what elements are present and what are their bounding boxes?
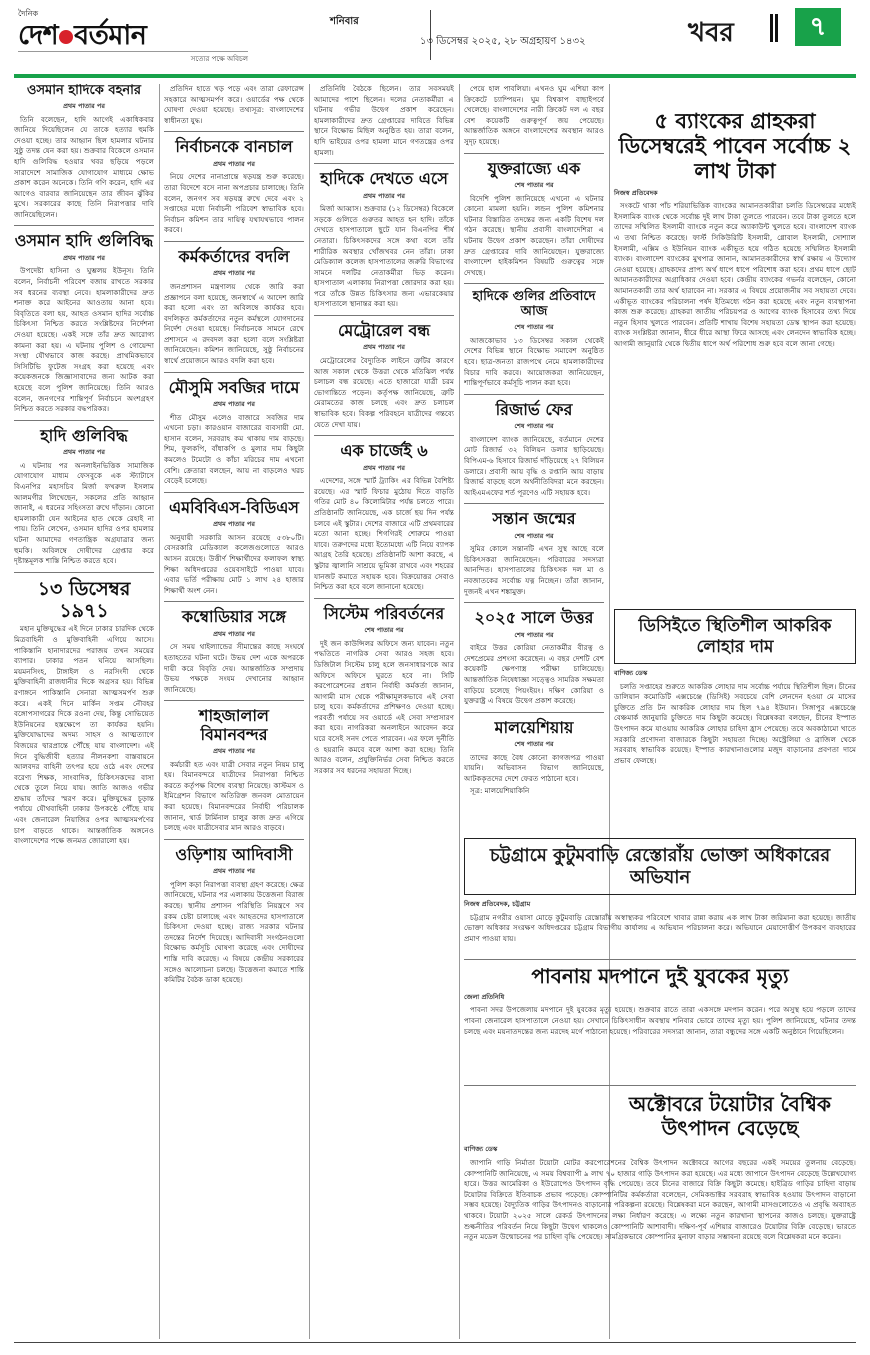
divider bbox=[464, 712, 604, 713]
article-body: অনুযায়ী সরকারি আসন রয়েছে ৫৩৮০টি। বেসরকারি মেডিক্যাল কলেজগুলোতে আরও আসন রয়েছে। উত্তীর্ণ শিক্ষার্থীদের ফলাফল স্বাস্থ্য শিক্ষা অধিদপ্তরের ওয়েবসাইটে পাওয়া যাবে। এবার ভর্তি পরীক্ষায় মোট ১ লাখ ২৪ হাজার শিক্ষার্থী অংশ নেন। bbox=[164, 532, 304, 595]
headline-hadi-shot-2: হাদি গুলিবিদ্ধ bbox=[40, 425, 128, 445]
byline: প্রথম পাতার পর bbox=[213, 629, 255, 638]
headline-shahjalal-airport: শাহজালাল বিমানবন্দর bbox=[199, 706, 269, 744]
divider bbox=[164, 492, 304, 493]
masthead-name-part1: দেশ bbox=[18, 20, 59, 51]
divider bbox=[314, 163, 454, 164]
byline: প্রথম পাতার পর bbox=[213, 269, 255, 278]
article-body: এদেশের, সঙ্গে স্মার্ট ট্র্যাকিং এর বিভিন্ন বৈশিষ্ট্য রয়েছে। এর স্মার্ট ফিচার মুঠোয় দিতে বাড়তি গতির মোট ৪০ কিলোমিটার পর্যন্ত চলতে পারে। প্রতিষ্ঠানটি জানিয়েছে, এক চার্জে ছয় দিন পর্যন্ত চলবে এই স্কুটার। দেশের বাজারে এটি প্রথমবারের মতো আনা হচ্ছে। শিগগিরই শোরুমে পাওয়া যাবে। তরুণদের মধ্যে ইতোমধ্যে এটি নিয়ে ব্যাপক আগ্রহ তৈরি হয়েছে। প্রতিষ্ঠানটি আশা করছে, এ স্কুটার জ্বালানি সাশ্রয়ে ভূমিকা রাখবে এবং শহরের যানজট কমাতে সহায়ক হবে। বিক্রয়োত্তর সেবাও নিশ্চিত করা হবে বলে জানানো হয়েছে। bbox=[314, 476, 454, 592]
headline-hadi-carry: ওসমান হাদিকে বহনার bbox=[26, 84, 142, 98]
byline: প্রথম পাতার পর bbox=[213, 159, 255, 168]
byline: শেষ পাতার পর bbox=[514, 740, 554, 749]
footer-rule bbox=[14, 1342, 856, 1343]
headline-system-change: সিস্টেম পরিবর্তনের bbox=[323, 603, 445, 623]
byline: প্রথম পাতার পর bbox=[363, 191, 405, 200]
divider bbox=[314, 315, 454, 316]
byline: শেষ পাতার পর bbox=[514, 422, 554, 431]
article-body: উপদেষ্টা হাসিনা ও ঘুম্ভলয় ইউনূস। তিনি বলেন, নির্বাচনী পরিবেশ বজায় রাখতে সরকার সব ধরনের ব্যবস্থা নেবে। হামলাকারীদের দ্রুত শনাক্ত করে আইনের আওতায় আনা হবে। বিবৃতিতে বলা হয়, আহত ওসমান হাদির সর্বোচ্চ চিকিৎসা নিশ্চিত করতে সংশ্লিষ্টদের নির্দেশনা দেওয়া হয়েছে। একই সঙ্গে তাঁর দ্রুত আরোগ্য কামনা করা হয়। এ ঘটনায় পুলিশ ও গোয়েন্দা সংস্থা যৌথভাবে কাজ করছে। প্রাথমিকভাবে সিসিটিভি ফুটেজ সংগ্রহ করা হয়েছে এবং কয়েকজনকে জিজ্ঞাসাবাদের জন্য আটক করা হয়েছে বলে পুলিশ জানিয়েছে। তিনি আরও বলেন, জনগণের শান্তিপূর্ণ নির্বাচনে অংশগ্রহণ নিশ্চিত করতে সরকার বদ্ধপরিকর। bbox=[14, 266, 154, 414]
lower-right-block bbox=[464, 838, 856, 1355]
byline: প্রথম পাতার পর bbox=[213, 867, 255, 876]
column-rule bbox=[309, 84, 310, 1339]
headline-north-korea-2025: ২০২৫ সালে উত্তর bbox=[474, 608, 594, 628]
article-body: প্রতিনিধি বৈঠকে ছিলেন। তার সবসময়ই আমাদের পাশে ছিলেন। দলের নেতাকর্মীরা এ ঘটনায় গভীর উদ্বেগ প্রকাশ করেছেন। হামলাকারীদের দ্রুত গ্রেপ্তারের দাবিতে বিভিন্ন স্থানে বিক্ষোভ মিছিল অনুষ্ঠিত হয়। তারা বলেন, হাদি ভাইয়ের ওপর হামলা মানে গণতন্ত্রের ওপর হামলা। bbox=[314, 84, 454, 157]
headline-metrorail-closed: মেট্রোরেল বন্ধ bbox=[337, 321, 431, 341]
divider bbox=[14, 225, 154, 226]
article-body: তাদের কাছে বৈধ কোনো কাগজপত্র পাওয়া যায়নি। অভিবাসন বিভাগ জানিয়েছে, আটককৃতদের দেশে ফেরত পাঠানো হবে। bbox=[464, 752, 604, 783]
section-divider-icon bbox=[770, 14, 778, 42]
headline-dec13-1971: ১৩ ডিসেম্বর ১৯৭১ bbox=[37, 577, 131, 622]
headline-malaysia: মালয়েশিয়ায় bbox=[494, 717, 574, 737]
dateline-date: ১৩ ডিসেম্বর ২০২৫, ২৮ অগ্রহায়ণ ১৪৩২ bbox=[420, 36, 586, 47]
article-body: নিয়ে দেশের নানাপ্রান্তে ষড়যন্ত্র শুরু করেছে। তারা বিদেশে বসে নানা অপপ্রচার চালাচ্ছে। তিনি বলেন, জনগণ সব ষড়যন্ত্র রুখে দেবে এবং ২ সপ্তাহের মধ্যে নির্বাচনী পরিবেশ স্বাভাবিক হবে। নির্বাচন কমিশন তার দায়িত্ব যথাযথভাবে পালন করবে। bbox=[164, 172, 304, 235]
dateline-day: শনিবার bbox=[330, 16, 359, 27]
article-body: তিনি বলেছেন, হাদি আগেই একাধিকবার জানিয়ে দিয়েছিলেন যে তাকে হত্যার হুমকি দেওয়া হচ্ছে। তার আহ্বান ছিল হামলার ঘটনার সুষ্ঠু তদন্ত যেন করা হয়। শুক্রবার বিকেলে ওসমান হাদি গুলিবিদ্ধ হওয়ার খবর ছড়িয়ে পড়লে সারাদেশে সামাজিক যোগাযোগ মাধ্যমে ক্ষোভ প্রকাশ করেন অনেকে। তিনি গণি করেন, হাদি এর আগেও বারবার জানিয়েছেন তার জীবন ঝুঁকির মুখে। সরকারের কাছে তিনি নিরাপত্তার দাবি জানিয়েছিলেন। bbox=[14, 114, 154, 219]
byline: জেলা প্রতিনিধি bbox=[464, 992, 505, 1001]
byline: শেষ পাতার পর bbox=[514, 630, 554, 639]
article-body: মেট্রোরেলের বৈদ্যুতিক লাইনে ত্রুটির কারণে আজ সকাল থেকে উত্তরা থেকে মতিঝিল পর্যন্ত চলাচল বন্ধ রয়েছে। এতে হাজারো যাত্রী চরম ভোগান্তিতে পড়েন। কর্তৃপক্ষ জানিয়েছে, ত্রুটি মেরামতের কাজ চলছে এবং দ্রুত চলাচল স্বাভাবিক হবে। বিকল্প পরিবহনে যাত্রীদের গন্তব্যে যেতে দেখা যায়। bbox=[314, 356, 454, 429]
article-body: মহান মুক্তিযুদ্ধের এই দিনে ঢাকার চারদিক থেকে মিত্রবাহিনী ও মুক্তিবাহিনী এগিয়ে আসে। পাকিস্তানি হানাদারদের পরাজয় তখন সময়ের ব্যাপার। ঢাকার পতন ঘনিয়ে আসছিল। ময়মনসিংহ, টাঙ্গাইল ও নরসিংদী থেকে মুক্তিবাহিনী রাজধানীর দিকে অগ্রসর হয়। বিভিন্ন রণাঙ্গনে পাকিস্তানি সেনারা আত্মসমর্পণ শুরু করে। একই দিনে মার্কিন সপ্তম নৌবহর বঙ্গোপসাগরের দিকে রওনা দেয়, কিন্তু সোভিয়েত ইউনিয়নের হস্তক্ষেপে তা কার্যকর হয়নি। মুক্তিযোদ্ধাদের অদম্য সাহস ও আত্মত্যাগে বিজয়ের দ্বারপ্রান্তে পৌঁছে যায় বাংলাদেশ। এই দিনে বুদ্ধিজীবী হত্যার নীলনকশা বাস্তবায়নে আলবদর বাহিনী তৎপর হয়ে ওঠে এবং দেশের বরেণ্য শিক্ষক, সাংবাদিক, চিকিৎসকদের বাসা থেকে তুলে নিয়ে যায়। জাতি আজও গভীর শ্রদ্ধায় তাঁদের স্মরণ করে। মুক্তিযুদ্ধের চূড়ান্ত পর্যায়ে যৌথবাহিনী ঢাকার উপকণ্ঠে পৌঁছে যায় এবং জেনারেল নিয়াজির ওপর আত্মসমর্পণের চাপ বাড়তে থাকে। আন্তর্জাতিক অঙ্গনেও বাংলাদেশের পক্ষে জনমত জোরালো হয়। bbox=[14, 624, 154, 846]
byline: প্রথম পাতার পর bbox=[363, 463, 405, 472]
article-body: এ ঘটনায় পর অনলাইনভিত্তিক সামাজিক যোগাযোগ মাধ্যম ফেসবুকে এক স্ট্যাটাসে বিএনপির মহাসচিব মির্জা ফখরুল ইসলাম আলমগীর লিখেছেন, সকলের প্রতি আহ্বান জানাই, এ ধরনের সহিংসতা রুখে দাঁড়ান। কোনো হামলাকারী যেন আইনের হাত থেকে রেহাই না পায়। তিনি লেখেন, ওসমান হাদির ওপর হামলার ঘটনা আমাদের গণতান্ত্রিক অগ্রযাত্রার জন্য হুমকি। অবিলম্বে দোষীদের গ্রেপ্তার করে দৃষ্টান্তমূলক শাস্তি নিশ্চিত করতে হবে। bbox=[14, 460, 154, 566]
article-body: বাইরে উত্তর কোরিয়া নেতাকর্মীর বীরত্ব ও দেশপ্রেমের প্রশংসা করেছেন। এ বছর দেশটি বেশ কয়েকটি ক্ষেপণাস্ত্র পরীক্ষা চালিয়েছে। আন্তর্জাতিক নিষেধাজ্ঞা সত্ত্বেও সামরিক সক্ষমতা বাড়িয়ে চলেছে পিয়ংইয়ং। দক্ষিণ কোরিয়া ও যুক্তরাষ্ট্র এ বিষয়ে উদ্বেগ প্রকাশ করেছে। bbox=[464, 643, 604, 706]
section-title: খবর bbox=[688, 18, 734, 48]
divider bbox=[164, 241, 304, 242]
header-rule bbox=[14, 74, 856, 78]
divider bbox=[314, 435, 454, 436]
byline: শেষ পাতার পর bbox=[514, 531, 554, 540]
page-number: ৭ bbox=[795, 8, 841, 46]
headline-vegetable-price: মৌসুমি সবজির দামে bbox=[168, 377, 300, 397]
byline: শেষ পাতার পর bbox=[364, 626, 404, 635]
article-body: পুলিশ কড়া নিরাপত্তা ব্যবস্থা গ্রহণ করেছে। ক্ষেত্র জানিয়েছে, ঘটনার পর এলাকায় উত্তেজনা বিরাজ করছে। স্থানীয় প্রশাসন পরিস্থিতি নিয়ন্ত্রণে সব রকম চেষ্টা চালাচ্ছে এবং আহতদের হাসপাতালে চিকিৎসা দেওয়া হচ্ছে। রাজ্য সরকার ঘটনার তদন্তের নির্দেশ দিয়েছে। আদিবাসী সংগঠনগুলো বিক্ষোভ কর্মসূচি ঘোষণা করেছে এবং দোষীদের শাস্তি দাবি করেছে। এ বিষয়ে কেন্দ্রীয় সরকারের সঙ্গেও আলোচনা চলছে। উত্তেজনা কমাতে শান্তি কমিটির বৈঠক ডাকা হয়েছে। bbox=[164, 879, 304, 985]
masthead-tagline: সত্যের পক্ষে অবিচল bbox=[18, 51, 248, 65]
article-body: বাংলাদেশ ব্যাংক জানিয়েছে, বর্তমানে দেশের মোট রিজার্ভ ৩২ বিলিয়ন ডলার ছাড়িয়েছে। বিপিএম-৬ হিসাবে রিজার্ভ দাঁড়িয়েছে ২৭ বিলিয়ন ডলারে। প্রবাসী আয় বৃদ্ধি ও রপ্তানি আয় বাড়ায় রিজার্ভ বাড়ছে বলে অর্থনীতিবিদরা মনে করছেন। আইএমএফের শর্ত পূরণেও এটি সহায়ক হবে। bbox=[464, 434, 604, 497]
headline-toyota: অক্টোবরে টয়োটার বৈশ্বিক উৎপাদন বেড়েছে bbox=[464, 1085, 856, 1140]
column-rule bbox=[459, 84, 460, 1339]
dateline bbox=[300, 14, 600, 47]
article-body: সুমির কোলে সন্তানটি এখন সুস্থ আছে বলে চিকিৎসকরা জানিয়েছেন। পরিবারের সদস্যরা আনন্দিত। হাসপাতালের চিকিৎসক দল মা ও নবজাতকের সর্বোচ্চ যত্ন নিচ্ছেন। তাঁরা জানান, দুজনই এখন শঙ্কামুক্ত। bbox=[464, 544, 604, 596]
right-column bbox=[614, 84, 856, 823]
masthead-name-part2: বর্তমান bbox=[74, 20, 147, 51]
byline: বাণিজ্য ডেস্ক bbox=[464, 1145, 498, 1154]
headline-reserve: রিজার্ভ ফের bbox=[495, 399, 573, 419]
divider bbox=[314, 598, 454, 599]
byline: প্রথম পাতার পর bbox=[63, 448, 105, 457]
headline-pabna-deaths: পাবনায় মদপানে দুই যুবকের মৃত্যু bbox=[464, 959, 856, 988]
byline: নিজস্ব প্রতিবেদক bbox=[614, 188, 658, 197]
article-body: পাবনা সদর উপজেলায় মদপানে দুই যুবকের মৃত্যু হয়েছে। শুক্রবার রাতে তারা একসঙ্গে মদপান করেন। পরে অসুস্থ হয়ে পড়লে তাদের পাবনা জেনারেল হাসপাতালে নেওয়া হয়। সেখানে চিকিৎসাধীন অবস্থায় শনিবার ভোরে তাদের মৃত্যু হয়। পুলিশ জানিয়েছে, ঘটনার তদন্ত চলছে এবং ময়নাতদন্তের জন্য মরদেহ মর্গে পাঠানো হয়েছে। পরিবারের সদস্যরা জানান, তারা বন্ধুদের সঙ্গে একটি অনুষ্ঠানে গিয়েছিলেন। bbox=[464, 1005, 856, 1036]
headline-mbbs-bds: এমবিবিএস-বিডিএস bbox=[169, 497, 299, 517]
article-body: সংকটে থাকা পাঁচ শরিয়াভিত্তিক ব্যাংকের আমানতকারীরা চলতি ডিসেম্বরের মধ্যেই ইসলামিক ব্যাংক থেকে সর্বোচ্চ দুই লাখ টাকা তুলতে পারবেন। তবে টাকা তুলতে হলে তাদের সম্মিলিত ইসলামী ব্যাংকে নতুন করে অ্যাকাউন্ট খুলতে হবে। বাংলাদেশ ব্যাংক এ তথ্য নিশ্চিত করেছে। ফার্স্ট সিকিউরিটি ইসলামী, গ্লোবাল ইসলামী, সোশ্যাল ইসলামী, এক্সিম ও ইউনিয়ন ব্যাংক একীভূত হয়ে গঠিত হয়েছে সম্মিলিত ইসলামী ব্যাংক। বাংলাদেশ ব্যাংকের মুখপাত্র জানান, আমানতকারীদের স্বার্থ রক্ষায় এ উদ্যোগ নেওয়া হয়েছে। গ্রাহকদের প্রাপ্য অর্থ ধাপে ধাপে পরিশোধ করা হবে। প্রথম ধাপে ছোট আমানতকারীদের অগ্রাধিকার দেওয়া হবে। কেন্দ্রীয় ব্যাংকের গভর্নর বলেছেন, কোনো আমানতকারী তার অর্থ হারাবেন না। সরকার এ বিষয়ে প্রয়োজনীয় সব সহায়তা দেবে। একীভূত ব্যাংকের পরিচালনা পর্ষদ ইতিমধ্যে গঠন করা হয়েছে এবং নতুন ব্যবস্থাপনা কাজ শুরু করেছে। গ্রাহকরা জাতীয় পরিচয়পত্র ও আগের ব্যাংক হিসাবের তথ্য দিয়ে নতুন হিসাব খুলতে পারবেন। প্রতিটি শাখায় বিশেষ সহায়তা ডেস্ক স্থাপন করা হয়েছে। ব্যাংক সংশ্লিষ্টরা জানান, ধীরে ধীরে আস্থা ফিরে আসছে এবং লেনদেন স্বাভাবিক হচ্ছে। আগামী জানুয়ারি থেকে দ্বিতীয় ধাপে অর্থ পরিশোধ শুরু হবে বলে জানা গেছে। bbox=[614, 201, 856, 348]
headline-uk-incident: যুক্তরাজ্যে এক bbox=[487, 158, 581, 178]
article-body: সে সময় থাইল্যান্ডের সীমান্তের কাছে সংঘর্ষে হতাহতের ঘটনা ঘটে। উভয় দেশ একে অপরকে দায়ী করে বিবৃতি দেয়। আন্তর্জাতিক সম্প্রদায় উভয় পক্ষকে সংযম দেখানোর আহ্বান জানিয়েছে। bbox=[164, 642, 304, 694]
article-body: কর্মচারী হত এবং যাত্রী সেবার নতুন নিয়ম চালু হয়। বিমানবন্দরে যাত্রীদের নিরাপত্তা নিশ্চিত করতে কর্তৃপক্ষ বিশেষ ব্যবস্থা নিয়েছে। কাস্টমস ও ইমিগ্রেশন বিভাগে অতিরিক্ত জনবল মোতায়েন করা হয়েছে। বিমানবন্দরের নির্বাহী পরিচালক জানান, থার্ড টার্মিনাল চালুর কাজ দ্রুত এগিয়ে চলছে এবং যাত্রীসেবার মান আরও বাড়বে। bbox=[164, 759, 304, 833]
masthead-logo bbox=[18, 21, 278, 51]
article-body: প্রতিদিন হাতে খড় পড়ে এবং তারা রেফারেন্স সহকারে আত্মসমর্পণ করে। ওয়ার্ডের পক্ষ থেকে ঘোষণা দেওয়া হয়েছে। তথ্যসূত্র: বাংলাদেশের স্বাধীনতা যুদ্ধ। bbox=[164, 84, 304, 125]
article-body: শীত মৌসুম এলেও বাজারে সবজির দাম এখনো চড়া। কারওয়ান বাজারের ব্যবসায়ী মো. হাসান বলেন, সরবরাহ কম থাকায় দাম বাড়ছে। শিম, ফুলকপি, বাঁধাকপি ও মুলার দাম কিছুটা কমলেও টমেটো ও কাঁচা মরিচের দাম এখনো বেশি। ক্রেতারা বলছেন, আয় না বাড়লেও খরচ বেড়েই চলেছে। bbox=[164, 412, 304, 486]
headline-protest-today: হাদিকে গুলির প্রতিবাদে আজ bbox=[472, 289, 596, 320]
headline-cambodia: কম্বোডিয়ার সঙ্গে bbox=[181, 607, 287, 627]
logo-dot-icon bbox=[59, 30, 73, 44]
divider bbox=[464, 394, 604, 395]
byline: প্রথম পাতার পর bbox=[63, 253, 105, 262]
column-3 bbox=[314, 84, 454, 1339]
divider bbox=[464, 503, 604, 504]
byline: প্রথম পাতার পর bbox=[363, 343, 405, 352]
headline-election-sabotage: নির্বাচনকে বানচাল bbox=[175, 137, 293, 157]
masthead-prefix: দৈনিক bbox=[18, 9, 39, 18]
byline: প্রথম পাতার পর bbox=[213, 747, 255, 756]
divider bbox=[14, 420, 154, 421]
divider bbox=[464, 153, 604, 154]
column-rule bbox=[159, 84, 160, 1339]
byline: প্রথম পাতার পর bbox=[213, 520, 255, 529]
article-body: জনপ্রশাসন মন্ত্রণালয় থেকে জারি করা প্রজ্ঞাপনে বলা হয়েছে, জনস্বার্থে এ আদেশ জারি করা হলো এবং তা অবিলম্বে কার্যকর হবে। বদলিকৃত কর্মকর্তাদের নতুন কর্মস্থলে যোগদানের নির্দেশ দেওয়া হয়েছে। নির্বাচনকে সামনে রেখে প্রশাসনে এ রদবদল করা হলো বলে সংশ্লিষ্টরা জানিয়েছেন। কমিশন জানিয়েছে, সুষ্ঠু নির্বাচনের স্বার্থে প্রয়োজনে আরও বদলি করা হবে। bbox=[164, 281, 304, 366]
headline-ctg-restaurant: চট্টগ্রামে কুটুমবাড়ি রেস্তোরাঁয় ভোক্তা অধিকারের অভিযান bbox=[464, 838, 856, 895]
byline: প্রথম পাতার পর bbox=[213, 400, 255, 409]
article-body: বিদেশি পুলিশ জানিয়েছে এখনো এ ঘটনার কোনো মামলা হয়নি। লন্ডন পুলিশ কমিশনার ঘটনার বিস্তারিত তদন্তের জন্য একটি বিশেষ দল গঠন করেছে। স্থানীয় প্রবাসী বাংলাদেশিরা এ ঘটনায় উদ্বেগ প্রকাশ করেছেন। তাঁরা দোষীদের দ্রুত গ্রেপ্তারের দাবি জানিয়েছেন। যুক্তরাজ্যে বাংলাদেশ হাইকমিশন বিষয়টি গুরুত্বের সঙ্গে দেখছে। bbox=[464, 193, 604, 277]
headline-odisha-tribal: ওড়িশায় আদিবাসী bbox=[175, 844, 293, 864]
headline-single-charge: এক চার্জেই ৬ bbox=[340, 441, 428, 461]
article-body: আজকোভাব ১৩ ডিসেম্বর সকাল থেকেই দেশের বিভিন্ন স্থানে বিক্ষোভ সমাবেশ অনুষ্ঠিত হবে। ছাত্র-জনতা রাজপথে নেমে হামলাকারীদের বিচার দাবি করবে। আয়োজকরা জানিয়েছেন, শান্তিপূর্ণভাবে কর্মসূচি পালন করা হবে। bbox=[464, 335, 604, 388]
divider bbox=[464, 283, 604, 284]
column-1 bbox=[14, 84, 154, 1339]
divider bbox=[164, 700, 304, 701]
byline: বাণিজ্য ডেস্ক bbox=[614, 668, 648, 677]
divider bbox=[14, 572, 154, 573]
article-body: মির্জা আব্বাস। শুক্রবার (১২ ডিসেম্বর) বিকেলে সড়কে গুলিতে গুরুতর আহত হন হাদি। তাঁকে দেখতে হাসপাতালে ছুটে যান বিএনপির শীর্ষ নেতারা। চিকিৎসকদের সঙ্গে কথা বলে তাঁর শারীরিক অবস্থার খোঁজখবর নেন তাঁরা। ঢাকা মেডিক্যাল কলেজ হাসপাতালের জরুরি বিভাগের সামনে দলটির নেতাকর্মীরা ভিড় করেন। হাসপাতাল এলাকায় নিরাপত্তা জোরদার করা হয়। পরে তাঁকে উন্নত চিকিৎসার জন্য এভারকেয়ার হাসপাতালে স্থানান্তর করা হয়। bbox=[314, 204, 454, 309]
article-body: পেয়ে হাল পাবলিয়া। এখনও ঘুম এশিয়া কাপ ক্রিকেটে চ্যাম্পিয়ন। ঘুম বিশ্বকাপ বাছাইপর্বে খেলেছে। বাংলাদেশের নারী ক্রিকেট দল এ বছর বেশ কয়েকটি গুরুত্বপূর্ণ জয় পেয়েছে। আন্তর্জাতিক অঙ্গনে বাংলাদেশের অবস্থান আরও সুদৃঢ় হয়েছে। bbox=[464, 84, 604, 146]
headline-iron-ore: ডিসিইতে স্থিতিশীল আকরিক লোহার দাম bbox=[614, 609, 856, 664]
divider bbox=[464, 602, 604, 603]
byline: শেষ পাতার পর bbox=[514, 323, 554, 332]
article-body: চলতি সপ্তাহের শুরুতে আকরিক লোহার দাম সর্বোচ্চ পর্যায়ে স্থিতিশীল ছিল। চীনের ডালিয়ান কমোডিটি এক্সচেঞ্জে (ডিসিই) সবচেয়ে বেশি লেনদেন হওয়া মে মাসের চুক্তিতে প্রতি টন আকরিক লোহার দাম ছিল ৭৯৪ ইউয়ান। সিঙ্গাপুর এক্সচেঞ্জে বেঞ্চমার্ক জানুয়ারি চুক্তিতে দাম কিছুটা কমেছে। বিশ্লেষকরা বলছেন, চীনের ইস্পাত উৎপাদন কমে যাওয়ায় আকরিক লোহার চাহিদা হ্রাস পেয়েছে। তবে অবকাঠামো খাতে সরকারি প্রণোদনা বাজারকে কিছুটা সহায়তা দিচ্ছে। অস্ট্রেলিয়া ও ব্রাজিল থেকে সরবরাহ স্বাভাবিক রয়েছে। ইস্পাত কারখানাগুলোর মজুদ বাড়ানোর প্রবণতা দামে প্রভাব ফেলছে। bbox=[614, 681, 856, 765]
byline: শেষ পাতার পর bbox=[514, 180, 554, 189]
divider bbox=[164, 372, 304, 373]
byline: প্রথম পাতার পর bbox=[63, 101, 105, 110]
article-body: দুই জন কাউন্সিলর অফিসে জন্য যাবেন। নতুন পদ্ধতিতে নাগরিক সেবা আরও সহজ হবে। ডিজিটাল সিস্টেম চালু হলে জনসাধারণকে আর অফিসে অফিসে ঘুরতে হবে না। সিটি করপোরেশনের প্রধান নির্বাহী কর্মকর্তা জানান, আগামী মাস থেকে পরীক্ষামূলকভাবে এই সেবা চালু হবে। কর্মকর্তাদের প্রশিক্ষণও দেওয়া হচ্ছে। পরবর্তী পর্যায়ে সব ওয়ার্ডে এই সেবা সম্প্রসারণ করা হবে। নাগরিকরা অনলাইনে আবেদন করে ঘরে বসেই সনদ পেতে পারবেন। এর ফলে দুর্নীতি ও হয়রানি কমবে বলে আশা করা হচ্ছে। তিনি আরও বলেন, প্রযুক্তিনির্ভর সেবা নিশ্চিত করতে সরকার সব ধরনের সহায়তা দিচ্ছে। bbox=[314, 638, 454, 775]
divider bbox=[164, 601, 304, 602]
headline-five-banks: ৫ ব্যাংকের গ্রাহকরা ডিসেম্বরেই পাবেন সর্বোচ্চ ২ লাখ টাকা bbox=[618, 108, 852, 184]
headline-visit-hadi: হাদিকে দেখতে এসে bbox=[320, 169, 448, 189]
column-2 bbox=[164, 84, 304, 1339]
headline-officer-transfer: কর্মকর্তাদের বদলি bbox=[178, 246, 290, 266]
article-body: জাপানি গাড়ি নির্মাতা টয়োটা মোটর করপোরেশনের বৈশ্বিক উৎপাদন অক্টোবরে আগের বছরের একই সময়ের তুলনায় বেড়েছে। কোম্পানিটি জানিয়েছে, এ সময় বিশ্বব্যাপী ৯ লাখ ৭০ হাজার গাড়ি উৎপাদন করা হয়েছে। এর মধ্যে জাপানে উৎপাদন বেড়েছে উল্লেখযোগ্য হারে। উত্তর আমেরিকা ও ইউরোপেও উৎপাদন বৃদ্ধি পেয়েছে। তবে চীনের বাজারে বিক্রি কিছুটা কমেছে। হাইব্রিড গাড়ির চাহিদা বাড়ায় টয়োটার বিক্রিতে ইতিবাচক প্রভাব পড়েছে। কোম্পানিটির কর্মকর্তারা বলেছেন, সেমিকন্ডাক্টর সরবরাহ স্বাভাবিক হওয়ায় উৎপাদন বাড়ানো সম্ভব হয়েছে। বৈদ্যুতিক গাড়ির উৎপাদনও বাড়ানোর পরিকল্পনা রয়েছে। বিশ্লেষকরা মনে করছেন, আগামী মাসগুলোতেও এ প্রবৃদ্ধি অব্যাহত থাকবে। টয়োটা ২০২৫ সালে রেকর্ড উৎপাদনের লক্ষ্য নির্ধারণ করেছে। এ লক্ষ্যে নতুন কারখানা স্থাপনের কাজও চলছে। যুক্তরাষ্ট্রে শুল্কনীতির পরিবর্তন নিয়ে কিছুটা উদ্বেগ থাকলেও কোম্পানিটি আশাবাদী। দক্ষিণ-পূর্ব এশিয়ার বাজারেও টয়োটার বিক্রি বেড়েছে। ভারতে নতুন মডেল উন্মোচনের পর চাহিদা বৃদ্ধি পেয়েছে। সামগ্রিকভাবে কোম্পানির মুনাফা বাড়ার সম্ভাবনা রয়েছে বলে বিশ্লেষকরা মনে করেন। bbox=[464, 1157, 856, 1242]
article-body: চট্টগ্রাম নগরীর ওয়াসা মোড়ে কুটুমবাড়ি রেস্তোরাঁয় অস্বাস্থ্যকর পরিবেশে খাবার রান্না করায় এক লাখ টাকা জরিমানা করা হয়েছে। জাতীয় ভোক্তা অধিকার সংরক্ষণ অধিদপ্তরের চট্টগ্রাম বিভাগীয় কার্যালয় এ অভিযান পরিচালনা করে। অভিযানে মেয়াদোত্তীর্ণ উপকরণ ব্যবহারের প্রমাণ পাওয়া যায়। bbox=[464, 912, 856, 943]
article-source: সূত্র: মালয়েশিয়াকিনি bbox=[470, 785, 530, 795]
headline-childbirth: সন্তান জন্মের bbox=[492, 509, 576, 529]
divider bbox=[164, 131, 304, 132]
divider bbox=[164, 839, 304, 840]
headline-hadi-shot: ওসমান হাদি গুলিবিদ্ধ bbox=[14, 231, 154, 251]
masthead bbox=[18, 8, 278, 70]
byline: নিজস্ব প্রতিবেদক, চট্টগ্রাম bbox=[464, 900, 531, 909]
